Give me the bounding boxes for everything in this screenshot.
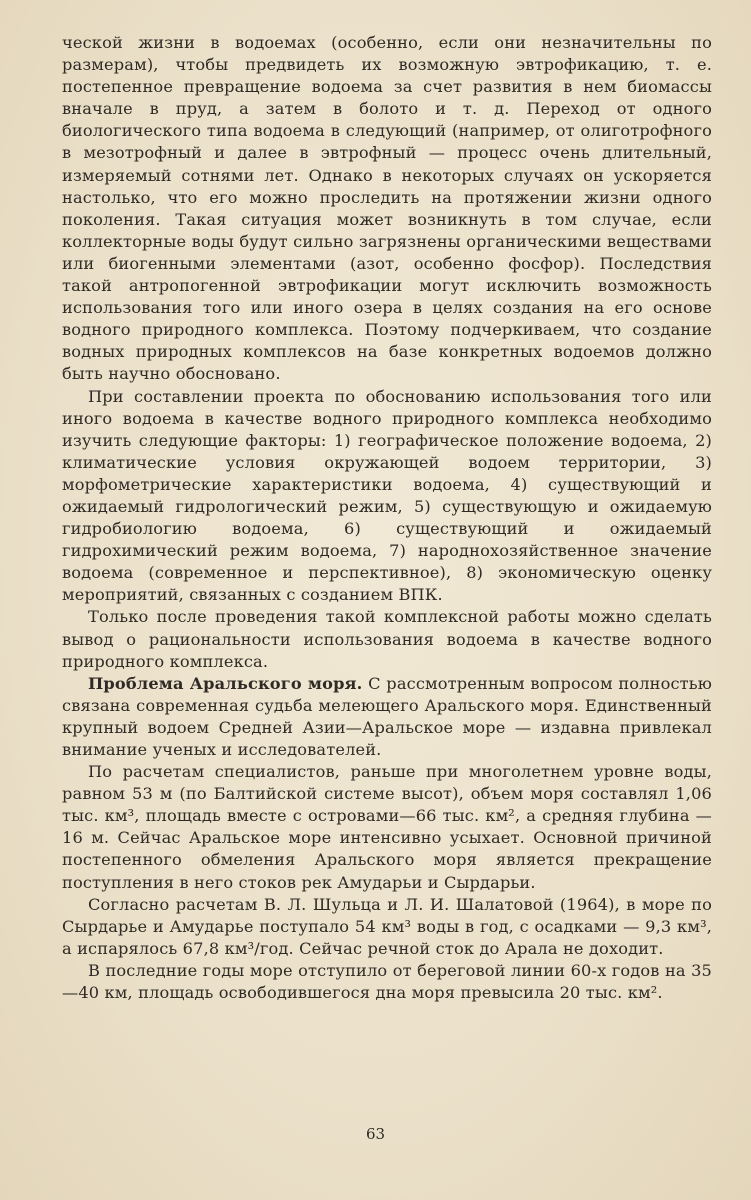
paragraph-6: Согласно расчетам В. Л. Шульца и Л. И. Шалатовой (1964), в море по Сырдарье и Амударье поступало 54 км³ воды в год, с осадками — 9,3 км³, а испарялось 67,8 км³/год. Сейчас речной сток до Арала не доходит. <box>62 894 712 958</box>
paragraph-5: По расчетам специалистов, раньше при многолетнем уровне воды, равном 53 м (по Балтийской системе высот), объем моря составлял 1,06 тыс. км³, площадь вместе с островами—66 тыс. км², а средняя глубина — 16 м. Сейчас Аральское море интенсивно усыхает. Основной причиной постепенного обмеления Аральского моря является прекращение поступления в него стоков рек Амударьи и Сырдарьи. <box>62 762 712 892</box>
paragraph-4 <box>62 673 712 761</box>
paragraph-3: Только после проведения такой комплексной работы можно сделать вывод о рациональности использования водоема в качестве водного природного комплекса. <box>62 607 712 671</box>
paragraph-7: В последние годы море отступило от береговой линии 60-х годов на 35—40 км, площадь освободившегося дна моря превысила 20 тыс. км². <box>62 960 712 1003</box>
section-heading: Проблема Аральского моря. <box>88 673 363 693</box>
page-number: 63 <box>365 1125 386 1143</box>
paragraph-2: При составлении проекта по обоснованию использования того или иного водоема в качестве водного природного комплекса необходимо изучить следующие факторы: 1) географическое положение водоема, 2) климатические условия окружающей водоем территории, 3) морфометрические характеристики водоема, 4) существующий и ожидаемый гидрологический режим, 5) существующую и ожидаемую гидробиологию водоема, 6) существующий и ожидаемый гидрохимический режим водоема, 7) народнохозяйственное значение водоема (современное и перспективное), 8) экономическую оценку мероприятий, связанных с созданием ВПК. <box>62 386 712 605</box>
body-text <box>62 32 712 1004</box>
paragraph-1: ческой жизни в водоемах (особенно, если они незначительны по размерам), чтобы предвидеть их возможную эвтрофикацию, т. е. постепенное превращение водоема за счет развития в нем биомассы вначале в пруд, а затем в болото и т. д. Переход от одного биологического типа водоема в следующий (например, от олиготрофного в мезотрофный и далее в эвтрофный — процесс очень длительный, измеряемый сотнями лет. Однако в некоторых случаях он ускоряется настолько, что его можно проследить на протяжении жизни одного поколения. Такая ситуация может возникнуть в том случае, если коллекторные воды будут сильно загрязнены органическими веществами или биогенными элементами (азот, особенно фосфор). Последствия такой антропогенной эвтрофикации могут исключить возможность использования того или иного озера в целях создания на его основе водного природного комплекса. Поэтому подчеркиваем, что создание водных природных комплексов на базе конкретных водоемов должно быть научно обосновано. <box>62 33 712 384</box>
paragraph-4-text: С рассмотренным вопросом полностью связана современная судьба мелеющего Аральского моря. Единственный крупный водоем Средней Азии—Аральское море — издавна привлекал внимание ученых и исследователей. <box>62 673 712 759</box>
